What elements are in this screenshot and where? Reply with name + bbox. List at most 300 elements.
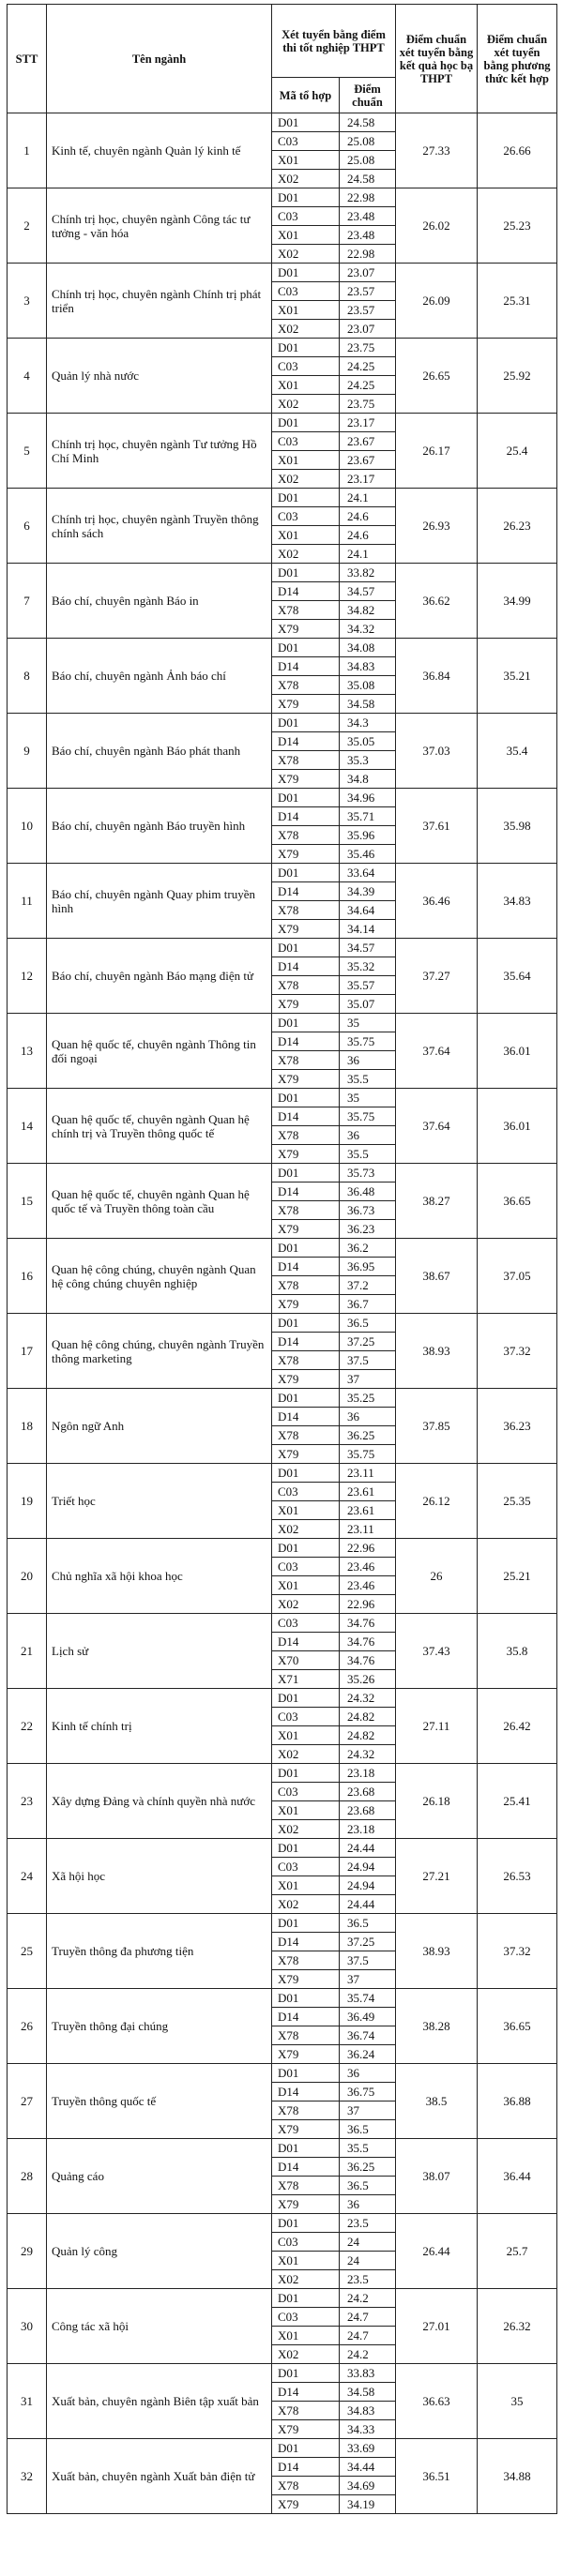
row-combo-code: D01 — [272, 1839, 340, 1858]
row-kethop-score: 36.01 — [478, 1014, 557, 1089]
row-combo-score: 36.48 — [340, 1183, 396, 1201]
row-kethop-score: 34.83 — [478, 864, 557, 939]
header-thpt-group: Xét tuyển bằng điểm thi tốt nghiệp THPT — [272, 5, 396, 78]
row-kethop-score: 25.7 — [478, 2214, 557, 2289]
table-row — [8, 1314, 557, 1333]
row-combo-code: D01 — [272, 1689, 340, 1708]
row-stt: 22 — [8, 1689, 47, 1764]
row-hocba-score: 27.33 — [396, 113, 478, 188]
row-combo-score: 24.82 — [340, 1726, 396, 1745]
row-combo-score: 25.08 — [340, 132, 396, 151]
row-combo-code: X01 — [272, 1801, 340, 1820]
row-combo-score: 36.24 — [340, 2045, 396, 2064]
row-combo-score: 24.94 — [340, 1876, 396, 1895]
row-stt: 2 — [8, 188, 47, 264]
row-combo-score: 35.75 — [340, 1107, 396, 1126]
table-row — [8, 639, 557, 657]
header-hocba: Điểm chuẩn xét tuyển bằng kết quả học bạ THPT — [396, 5, 478, 113]
row-combo-score: 23.61 — [340, 1483, 396, 1501]
row-kethop-score: 35.64 — [478, 939, 557, 1014]
row-combo-code: D01 — [272, 339, 340, 357]
row-combo-score: 33.69 — [340, 2439, 396, 2458]
row-major-name: Báo chí, chuyên ngành Báo mạng điện tử — [47, 939, 272, 1014]
row-stt: 17 — [8, 1314, 47, 1389]
row-combo-score: 34.14 — [340, 920, 396, 939]
row-combo-score: 22.96 — [340, 1539, 396, 1558]
row-combo-code: X79 — [272, 920, 340, 939]
row-combo-score: 36.5 — [340, 2120, 396, 2139]
row-hocba-score: 38.93 — [396, 1314, 478, 1389]
row-combo-score: 33.64 — [340, 864, 396, 882]
row-kethop-score: 25.92 — [478, 339, 557, 414]
row-stt: 5 — [8, 414, 47, 489]
row-combo-score: 23.61 — [340, 1501, 396, 1520]
row-major-name: Báo chí, chuyên ngành Báo phát thanh — [47, 714, 272, 789]
row-combo-score: 23.46 — [340, 1576, 396, 1595]
row-combo-score: 24 — [340, 2233, 396, 2252]
row-combo-code: X02 — [272, 170, 340, 188]
row-combo-code: D14 — [272, 732, 340, 751]
row-combo-code: X78 — [272, 826, 340, 845]
row-combo-code: X78 — [272, 1201, 340, 1220]
row-kethop-score: 35.8 — [478, 1614, 557, 1689]
row-combo-code: X02 — [272, 320, 340, 339]
row-combo-score: 34.19 — [340, 2495, 396, 2514]
row-combo-code: C03 — [272, 357, 340, 376]
row-combo-score: 36.25 — [340, 2158, 396, 2177]
row-major-name: Quan hệ quốc tế, chuyên ngành Thông tin đối ngoại — [47, 1014, 272, 1089]
row-combo-score: 35.26 — [340, 1670, 396, 1689]
row-combo-code: X01 — [272, 1876, 340, 1895]
table-row — [8, 789, 557, 807]
row-combo-code: X01 — [272, 151, 340, 170]
row-hocba-score: 36.46 — [396, 864, 478, 939]
row-combo-score: 35.3 — [340, 751, 396, 770]
row-combo-code: D14 — [272, 2008, 340, 2026]
row-combo-score: 36 — [340, 2195, 396, 2214]
row-stt: 32 — [8, 2439, 47, 2514]
row-combo-score: 24.25 — [340, 376, 396, 395]
row-kethop-score: 25.21 — [478, 1539, 557, 1614]
row-combo-code: X01 — [272, 451, 340, 470]
row-combo-score: 37 — [340, 2101, 396, 2120]
row-combo-code: X78 — [272, 1426, 340, 1445]
row-kethop-score: 35.98 — [478, 789, 557, 864]
row-combo-score: 34.3 — [340, 714, 396, 732]
row-combo-score: 24.25 — [340, 357, 396, 376]
row-combo-score: 23.57 — [340, 301, 396, 320]
row-combo-code: X78 — [272, 1951, 340, 1970]
row-combo-code: X79 — [272, 1220, 340, 1239]
row-combo-score: 23.11 — [340, 1520, 396, 1539]
row-stt: 20 — [8, 1539, 47, 1614]
row-combo-code: X01 — [272, 226, 340, 245]
row-stt: 4 — [8, 339, 47, 414]
row-hocba-score: 37.43 — [396, 1614, 478, 1689]
row-combo-score: 36.23 — [340, 1220, 396, 1239]
row-major-name: Chính trị học, chuyên ngành Chính trị phát triển — [47, 264, 272, 339]
row-major-name: Báo chí, chuyên ngành Quay phim truyền hình — [47, 864, 272, 939]
row-hocba-score: 38.07 — [396, 2139, 478, 2214]
row-combo-score: 22.98 — [340, 245, 396, 264]
row-hocba-score: 26.09 — [396, 264, 478, 339]
row-combo-code: D01 — [272, 1914, 340, 1933]
row-combo-code: X01 — [272, 301, 340, 320]
row-combo-code: D14 — [272, 1032, 340, 1051]
row-combo-code: X79 — [272, 2495, 340, 2514]
row-combo-code: X79 — [272, 845, 340, 864]
row-combo-score: 23.07 — [340, 320, 396, 339]
row-stt: 11 — [8, 864, 47, 939]
row-kethop-score: 36.23 — [478, 1389, 557, 1464]
row-combo-code: D01 — [272, 1164, 340, 1183]
row-combo-score: 23.57 — [340, 282, 396, 301]
row-combo-score: 35.5 — [340, 1070, 396, 1089]
row-combo-code: X01 — [272, 2252, 340, 2270]
row-combo-score: 34.44 — [340, 2458, 396, 2477]
header-kethop: Điểm chuẩn xét tuyển bằng phương thức kết hợp — [478, 5, 557, 113]
row-combo-score: 35.73 — [340, 1164, 396, 1183]
row-combo-code: X78 — [272, 1351, 340, 1370]
row-combo-score: 24.44 — [340, 1895, 396, 1914]
row-combo-code: D01 — [272, 1989, 340, 2008]
row-combo-score: 23.17 — [340, 414, 396, 432]
table-row — [8, 1089, 557, 1107]
row-kethop-score: 36.88 — [478, 2064, 557, 2139]
row-combo-code: D01 — [272, 264, 340, 282]
row-combo-score: 37.2 — [340, 1276, 396, 1295]
row-combo-score: 34.58 — [340, 695, 396, 714]
header-major: Tên ngành — [47, 5, 272, 113]
row-combo-code: X78 — [272, 676, 340, 695]
table-row — [8, 489, 557, 507]
row-combo-code: D14 — [272, 1183, 340, 1201]
row-combo-code: D14 — [272, 807, 340, 826]
row-major-name: Kinh tế chính trị — [47, 1689, 272, 1764]
table-row — [8, 1839, 557, 1858]
row-major-name: Chủ nghĩa xã hội khoa học — [47, 1539, 272, 1614]
row-combo-score: 23.68 — [340, 1801, 396, 1820]
row-combo-score: 37.5 — [340, 1351, 396, 1370]
table-row — [8, 1764, 557, 1783]
row-combo-code: C03 — [272, 1483, 340, 1501]
row-major-name: Xuất bản, chuyên ngành Biên tập xuất bản — [47, 2364, 272, 2439]
row-kethop-score: 26.53 — [478, 1839, 557, 1914]
row-combo-score: 35 — [340, 1089, 396, 1107]
table-row — [8, 1614, 557, 1633]
row-combo-score: 36.95 — [340, 1258, 396, 1276]
header-score: Điểm chuẩn — [340, 78, 396, 113]
table-row — [8, 339, 557, 357]
row-combo-score: 37 — [340, 1970, 396, 1989]
row-combo-code: C03 — [272, 507, 340, 526]
row-combo-score: 24.2 — [340, 2289, 396, 2308]
row-stt: 19 — [8, 1464, 47, 1539]
row-major-name: Truyền thông quốc tế — [47, 2064, 272, 2139]
row-combo-score: 36.75 — [340, 2083, 396, 2101]
row-combo-code: D01 — [272, 639, 340, 657]
row-combo-code: D14 — [272, 2083, 340, 2101]
row-combo-score: 35.75 — [340, 1032, 396, 1051]
row-combo-code: X02 — [272, 545, 340, 564]
row-stt: 8 — [8, 639, 47, 714]
header-combo: Mã tổ hợp — [272, 78, 340, 113]
table-row — [8, 1464, 557, 1483]
row-major-name: Quan hệ quốc tế, chuyên ngành Quan hệ quốc tế và Truyền thông toàn cầu — [47, 1164, 272, 1239]
row-stt: 21 — [8, 1614, 47, 1689]
row-combo-score: 35.25 — [340, 1389, 396, 1408]
row-combo-code: D01 — [272, 2289, 340, 2308]
row-stt: 18 — [8, 1389, 47, 1464]
row-stt: 3 — [8, 264, 47, 339]
row-combo-code: C03 — [272, 2233, 340, 2252]
row-combo-score: 34.96 — [340, 789, 396, 807]
row-combo-code: X02 — [272, 1745, 340, 1764]
row-stt: 14 — [8, 1089, 47, 1164]
row-combo-code: X78 — [272, 751, 340, 770]
row-stt: 27 — [8, 2064, 47, 2139]
row-major-name: Xuất bản, chuyên ngành Xuất bản điện tử — [47, 2439, 272, 2514]
row-major-name: Quảng cáo — [47, 2139, 272, 2214]
row-combo-score: 37.25 — [340, 1333, 396, 1351]
row-combo-score: 36.25 — [340, 1426, 396, 1445]
table-row — [8, 2064, 557, 2083]
row-combo-code: X02 — [272, 1595, 340, 1614]
row-hocba-score: 36.51 — [396, 2439, 478, 2514]
row-major-name: Báo chí, chuyên ngành Ảnh báo chí — [47, 639, 272, 714]
row-combo-code: X79 — [272, 695, 340, 714]
row-major-name: Chính trị học, chuyên ngành Công tác tư tưởng - văn hóa — [47, 188, 272, 264]
row-combo-score: 24.32 — [340, 1745, 396, 1764]
row-combo-score: 24.82 — [340, 1708, 396, 1726]
row-major-name: Xây dựng Đảng và chính quyền nhà nước — [47, 1764, 272, 1839]
row-hocba-score: 38.28 — [396, 1989, 478, 2064]
row-combo-code: C03 — [272, 1783, 340, 1801]
table-row — [8, 1014, 557, 1032]
row-hocba-score: 27.11 — [396, 1689, 478, 1764]
row-combo-score: 23.75 — [340, 395, 396, 414]
row-combo-score: 23.75 — [340, 339, 396, 357]
row-combo-score: 36.5 — [340, 1314, 396, 1333]
row-major-name: Kinh tế, chuyên ngành Quản lý kinh tế — [47, 113, 272, 188]
row-combo-code: D14 — [272, 1258, 340, 1276]
row-kethop-score: 36.01 — [478, 1089, 557, 1164]
header-stt: STT — [8, 5, 47, 113]
row-major-name: Truyền thông đại chúng — [47, 1989, 272, 2064]
row-combo-code: C03 — [272, 1858, 340, 1876]
row-combo-code: X78 — [272, 2177, 340, 2195]
row-combo-code: C03 — [272, 207, 340, 226]
row-combo-score: 23.18 — [340, 1820, 396, 1839]
row-combo-score: 34.83 — [340, 2402, 396, 2420]
row-combo-code: D14 — [272, 1107, 340, 1126]
row-stt: 23 — [8, 1764, 47, 1839]
row-kethop-score: 34.88 — [478, 2439, 557, 2514]
row-combo-score: 24.32 — [340, 1689, 396, 1708]
row-combo-code: X79 — [272, 2420, 340, 2439]
row-kethop-score: 37.32 — [478, 1314, 557, 1389]
row-hocba-score: 26.44 — [396, 2214, 478, 2289]
row-combo-code: X78 — [272, 2477, 340, 2495]
row-combo-code: C03 — [272, 1614, 340, 1633]
row-combo-code: D01 — [272, 939, 340, 957]
row-hocba-score: 27.21 — [396, 1839, 478, 1914]
row-combo-score: 34.8 — [340, 770, 396, 789]
row-kethop-score: 35.21 — [478, 639, 557, 714]
table-row — [8, 1539, 557, 1558]
row-combo-code: D14 — [272, 2158, 340, 2177]
row-combo-score: 34.32 — [340, 620, 396, 639]
row-stt: 25 — [8, 1914, 47, 1989]
row-stt: 1 — [8, 113, 47, 188]
row-combo-code: X02 — [272, 1520, 340, 1539]
row-kethop-score: 35 — [478, 2364, 557, 2439]
row-combo-code: X01 — [272, 526, 340, 545]
row-hocba-score: 37.85 — [396, 1389, 478, 1464]
table-row — [8, 2139, 557, 2158]
row-major-name: Quan hệ công chúng, chuyên ngành Quan hệ công chúng chuyên nghiệp — [47, 1239, 272, 1314]
row-combo-code: X78 — [272, 601, 340, 620]
row-combo-code: D14 — [272, 1933, 340, 1951]
row-major-name: Triết học — [47, 1464, 272, 1539]
row-combo-code: D01 — [272, 1314, 340, 1333]
row-combo-code: D14 — [272, 582, 340, 601]
row-combo-score: 35 — [340, 1014, 396, 1032]
row-combo-score: 34.58 — [340, 2383, 396, 2402]
row-stt: 10 — [8, 789, 47, 864]
row-combo-code: X78 — [272, 2026, 340, 2045]
row-combo-code: C03 — [272, 1558, 340, 1576]
row-kethop-score: 25.35 — [478, 1464, 557, 1539]
table-row — [8, 714, 557, 732]
table-row — [8, 1914, 557, 1933]
row-combo-code: X02 — [272, 245, 340, 264]
row-combo-score: 23.07 — [340, 264, 396, 282]
row-stt: 15 — [8, 1164, 47, 1239]
row-combo-code: X78 — [272, 1126, 340, 1145]
row-combo-score: 24.6 — [340, 507, 396, 526]
row-kethop-score: 25.31 — [478, 264, 557, 339]
row-combo-code: X79 — [272, 770, 340, 789]
row-combo-score: 24.1 — [340, 489, 396, 507]
row-combo-score: 24.58 — [340, 170, 396, 188]
row-major-name: Chính trị học, chuyên ngành Truyền thông chính sách — [47, 489, 272, 564]
row-combo-code: X78 — [272, 2101, 340, 2120]
row-combo-code: X02 — [272, 470, 340, 489]
row-combo-code: D14 — [272, 2383, 340, 2402]
row-combo-score: 36 — [340, 1126, 396, 1145]
row-kethop-score: 25.41 — [478, 1764, 557, 1839]
row-combo-code: X01 — [272, 1726, 340, 1745]
row-combo-code: D01 — [272, 1764, 340, 1783]
row-combo-score: 35.75 — [340, 1445, 396, 1464]
row-combo-score: 35.5 — [340, 1145, 396, 1164]
row-major-name: Báo chí, chuyên ngành Báo in — [47, 564, 272, 639]
row-combo-score: 24 — [340, 2252, 396, 2270]
row-major-name: Xã hội học — [47, 1839, 272, 1914]
row-combo-score: 36.2 — [340, 1239, 396, 1258]
row-combo-code: D01 — [272, 113, 340, 132]
row-combo-score: 22.96 — [340, 1595, 396, 1614]
row-combo-score: 34.69 — [340, 2477, 396, 2495]
table-row — [8, 1689, 557, 1708]
row-stt: 28 — [8, 2139, 47, 2214]
row-combo-score: 37.5 — [340, 1951, 396, 1970]
row-combo-code: C03 — [272, 432, 340, 451]
row-kethop-score: 26.23 — [478, 489, 557, 564]
row-combo-code: D01 — [272, 1239, 340, 1258]
row-combo-code: D01 — [272, 1539, 340, 1558]
row-combo-score: 23.67 — [340, 451, 396, 470]
row-combo-code: D01 — [272, 2139, 340, 2158]
row-combo-code: X78 — [272, 901, 340, 920]
row-combo-score: 37.25 — [340, 1933, 396, 1951]
table-row — [8, 2214, 557, 2233]
table-row — [8, 1239, 557, 1258]
row-combo-score: 35.08 — [340, 676, 396, 695]
row-combo-score: 35.96 — [340, 826, 396, 845]
row-major-name: Ngôn ngữ Anh — [47, 1389, 272, 1464]
row-combo-score: 23.5 — [340, 2214, 396, 2233]
row-combo-score: 35.57 — [340, 976, 396, 995]
row-combo-score: 24.6 — [340, 526, 396, 545]
row-combo-score: 23.18 — [340, 1764, 396, 1783]
row-hocba-score: 27.01 — [396, 2289, 478, 2364]
row-combo-score: 34.57 — [340, 939, 396, 957]
row-combo-code: X79 — [272, 1145, 340, 1164]
row-hocba-score: 37.64 — [396, 1014, 478, 1089]
row-stt: 26 — [8, 1989, 47, 2064]
row-hocba-score: 26.93 — [396, 489, 478, 564]
row-combo-score: 33.83 — [340, 2364, 396, 2383]
row-combo-code: C03 — [272, 282, 340, 301]
row-combo-code: D14 — [272, 1333, 340, 1351]
row-major-name: Truyền thông đa phương tiện — [47, 1914, 272, 1989]
row-combo-code: X79 — [272, 1370, 340, 1389]
row-combo-score: 22.98 — [340, 188, 396, 207]
row-stt: 7 — [8, 564, 47, 639]
row-combo-code: X01 — [272, 1501, 340, 1520]
row-hocba-score: 38.27 — [396, 1164, 478, 1239]
row-combo-code: X02 — [272, 2345, 340, 2364]
table-body — [8, 113, 557, 2514]
row-combo-code: X01 — [272, 1576, 340, 1595]
row-hocba-score: 26 — [396, 1539, 478, 1614]
row-combo-code: D01 — [272, 714, 340, 732]
row-combo-code: D01 — [272, 864, 340, 882]
row-combo-score: 34.08 — [340, 639, 396, 657]
row-stt: 24 — [8, 1839, 47, 1914]
row-hocba-score: 38.93 — [396, 1914, 478, 1989]
row-combo-code: X70 — [272, 1651, 340, 1670]
row-major-name: Báo chí, chuyên ngành Báo truyền hình — [47, 789, 272, 864]
row-kethop-score: 26.42 — [478, 1689, 557, 1764]
row-kethop-score: 37.05 — [478, 1239, 557, 1314]
row-combo-score: 36 — [340, 2064, 396, 2083]
row-combo-code: D14 — [272, 882, 340, 901]
table-row — [8, 2289, 557, 2308]
row-combo-code: D01 — [272, 188, 340, 207]
table-row — [8, 2364, 557, 2383]
row-kethop-score: 37.32 — [478, 1914, 557, 1989]
row-combo-code: D01 — [272, 1014, 340, 1032]
table-row — [8, 113, 557, 132]
row-combo-code: X78 — [272, 1276, 340, 1295]
row-combo-score: 34.76 — [340, 1633, 396, 1651]
row-combo-code: D01 — [272, 414, 340, 432]
row-combo-code: C03 — [272, 2308, 340, 2327]
row-combo-score: 34.64 — [340, 901, 396, 920]
